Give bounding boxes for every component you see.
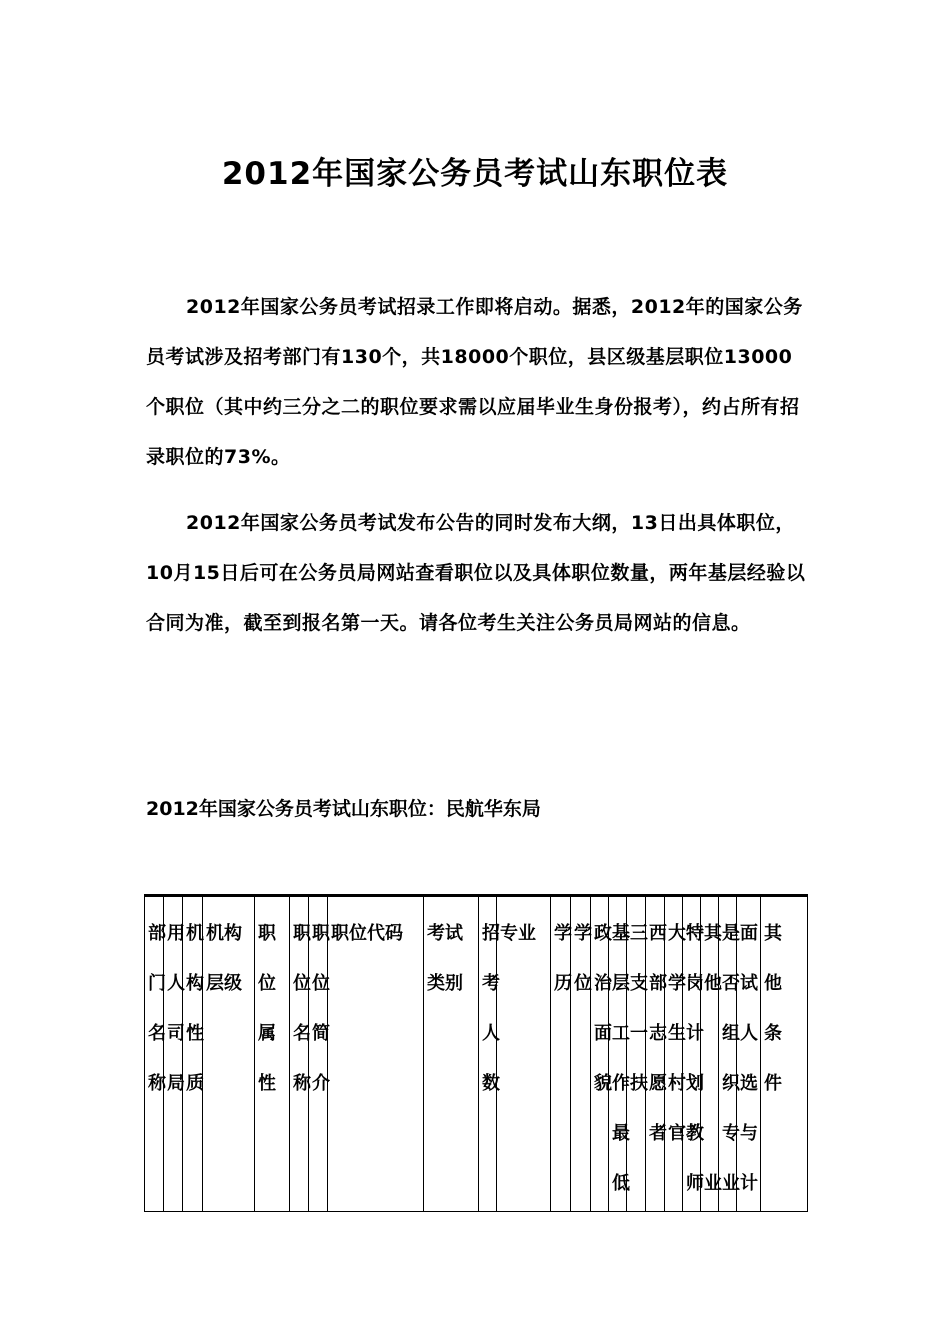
- table-header-cell: [203, 897, 255, 1211]
- table-header-cell: [591, 897, 612, 1211]
- table-header-label: 专业: [500, 923, 536, 944]
- table-header-label: 基 层 工 作 最 低: [612, 923, 630, 1194]
- table-header-label: 部 门 名 称: [148, 923, 166, 1094]
- table-header-label: 用 人 司 局: [167, 923, 185, 1094]
- table-header-cell: [164, 897, 183, 1211]
- table-header-cell: [701, 897, 722, 1211]
- table-header-cell: [424, 897, 479, 1211]
- table-header-label: 机 构 性 质: [186, 923, 204, 1094]
- table-header-cell: [719, 897, 740, 1211]
- table-header-cell: [627, 897, 646, 1211]
- table-header-label: 西 部 志 愿 者: [649, 923, 667, 1144]
- table-header-label: 职位代码: [331, 923, 403, 944]
- table-header-label: 其 他 条 件: [764, 923, 782, 1094]
- table-header-cell: [145, 897, 164, 1211]
- table-header-label: 大 学 生 村 官: [668, 923, 686, 1144]
- table-header-label: 特 岗 计 划 教 师: [686, 923, 704, 1194]
- table-header-cell: [665, 897, 686, 1211]
- table-header-label: 是 否 组 织 专 业: [722, 923, 740, 1194]
- table-header-cell: [761, 897, 809, 1211]
- table-header-cell: [479, 897, 500, 1211]
- table-header-label: 职 位 简 介: [312, 923, 330, 1094]
- table-header-label: 招 考 人 数: [482, 923, 500, 1094]
- table-header-cell: [737, 897, 761, 1211]
- table-header-cell: [290, 897, 309, 1211]
- table-header-label: 政 治 面 貌: [594, 923, 612, 1094]
- table-header-label: 三 支 一 扶: [630, 923, 648, 1094]
- position-table: [144, 894, 808, 1212]
- table-header-cell: [609, 897, 630, 1211]
- table-header-cell: [551, 897, 571, 1211]
- table-header-label: 职 位 名 称: [293, 923, 311, 1094]
- section-heading: 2012年国家公务员考试山东职位：民航华东局: [146, 798, 541, 820]
- notice-paragraph: 2012年国家公务员考试发布公告的同时发布大纲，13日出具体职位，10月15日后可在公务员局网站查看职位以及具体职位数量，两年基层经验以合同为准，截至到报名第一天。请各位考生关注公务员局网站的信息。: [146, 512, 806, 634]
- table-header-cell: [571, 897, 591, 1211]
- table-header-cell: [183, 897, 203, 1211]
- table-header-label: 考试 类别: [427, 923, 463, 994]
- page-title: 2012年国家公务员考试山东职位表: [221, 156, 729, 192]
- intro-paragraph: 2012年国家公务员考试招录工作即将启动。据悉，2012年的国家公务员考试涉及招考部门有130个，共18000个职位，县区级基层职位13000个职位（其中约三分之二的职位要求需以应届毕业生身份报考），约占所有招录职位的73%。: [146, 296, 803, 468]
- table-header-cell: [683, 897, 704, 1211]
- table-header-cell: [497, 897, 551, 1211]
- table-header-cell: [328, 897, 424, 1211]
- table-header-label: 机构 层级: [206, 923, 242, 994]
- table-header-label: 其 他 业: [704, 923, 722, 1194]
- table-header-cell: [646, 897, 665, 1211]
- table-header-label: 面 试 人 选 与 计: [740, 923, 758, 1194]
- table-header-label: 职 位 属 性: [258, 923, 276, 1094]
- table-header-cell: [309, 897, 328, 1211]
- table-header-label: 学 位: [574, 923, 592, 994]
- table-header-label: 学 历: [554, 923, 572, 994]
- table-header-cell: [255, 897, 290, 1211]
